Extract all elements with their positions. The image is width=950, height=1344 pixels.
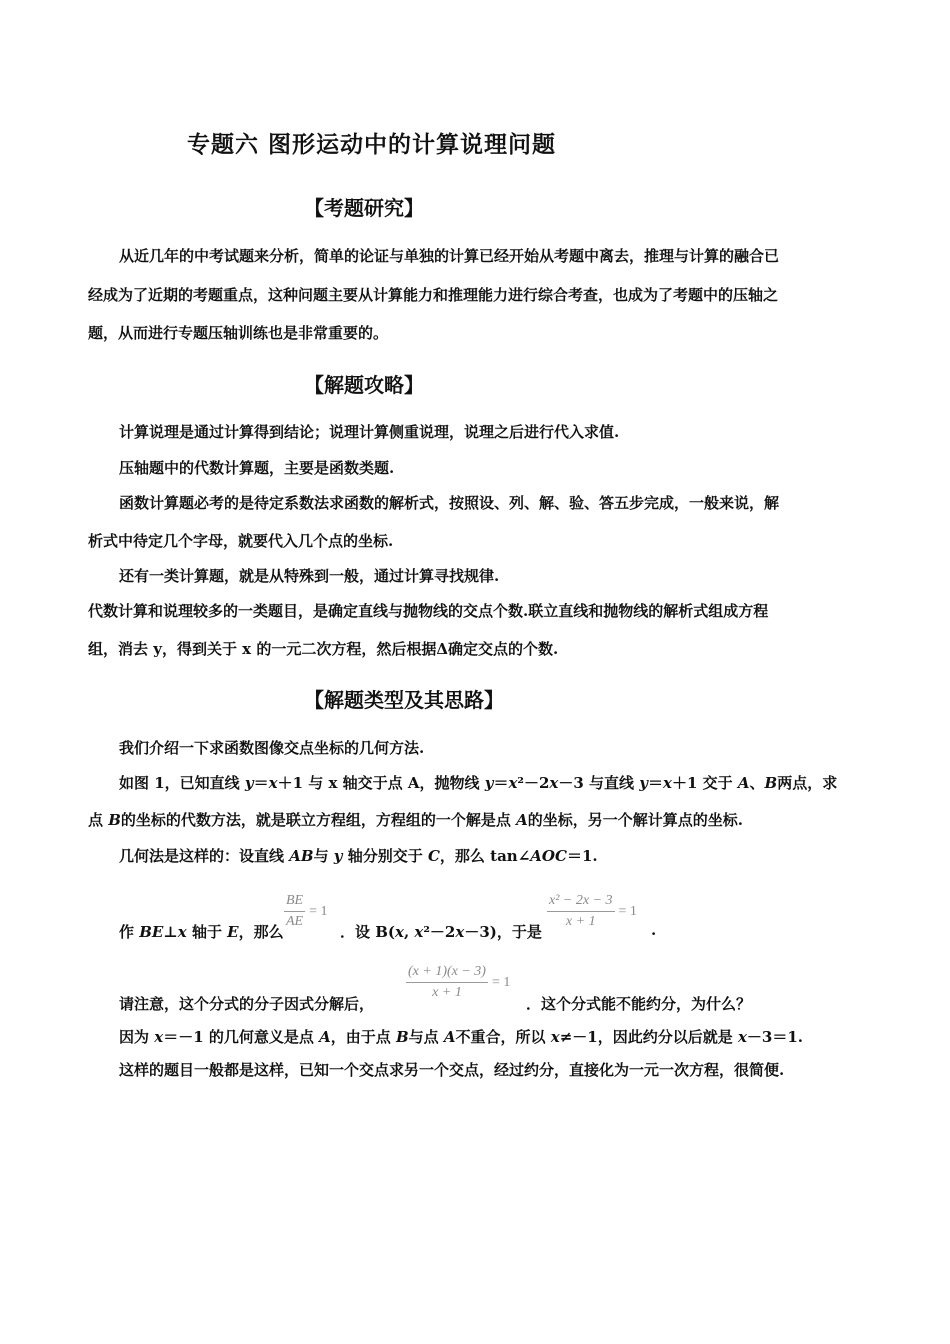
fraction-denominator: x + 1 <box>432 985 462 1000</box>
text-run: ．设 B( <box>340 923 395 941</box>
text-run: , <box>403 923 415 941</box>
fraction-numerator: BE <box>286 893 304 908</box>
text-run: ＝ <box>493 774 509 792</box>
strategy-line-2: 压轴题中的代数计算题，主要是函数类题. <box>119 459 395 477</box>
math-var: B <box>764 774 778 792</box>
research-line-1: 从近几年的中考试题来分析，简单的论证与单独的计算已经开始从考题中离去，推理与计算的融合已 <box>119 247 780 265</box>
text-run: 如图 1，已知直线 <box>119 774 245 792</box>
math-var: x <box>395 923 404 941</box>
types-intro: 我们介绍一下求函数图像交点坐标的几何方法. <box>119 739 425 757</box>
text-run: 与 <box>313 847 334 865</box>
fraction-numerator: (x + 1)(x − 3) <box>408 964 486 979</box>
text-run: 两点，求 <box>777 774 838 792</box>
text-run: －3＝1. <box>746 1028 803 1046</box>
text-run: ⊥ <box>163 923 178 941</box>
types-be-line-end: . <box>651 921 657 939</box>
math-var: x <box>455 923 465 941</box>
math-var: x <box>737 1028 747 1046</box>
types-algebra-line <box>88 809 743 830</box>
text-run: 轴于 <box>186 923 228 941</box>
types-note-line-b: ．这个分式能不能约分，为什么？ <box>526 995 752 1013</box>
fraction-factored <box>406 964 510 1001</box>
math-var: x <box>663 774 672 792</box>
strategy-line-1: 计算说理是通过计算得到结论；说理计算侧重说理，说理之后进行代入求值. <box>119 423 620 441</box>
math-var: y <box>639 774 648 792</box>
text-run: －3)，于是 <box>464 923 542 941</box>
text-run: ²－2 <box>423 923 456 941</box>
math-var: x <box>508 774 518 792</box>
fraction-numerator: x² − 2x − 3 <box>549 893 613 908</box>
strategy-line-7: 组，消去 y，得到关于 x 的一元二次方程，然后根据Δ确定交点的个数. <box>88 640 559 658</box>
text-run: 、 <box>749 774 765 792</box>
math-var: B <box>395 1028 409 1046</box>
types-be-line-a <box>119 921 284 942</box>
text-run: ＋1 交于 <box>671 774 738 792</box>
math-var: A <box>319 1028 331 1046</box>
fraction-quadratic-over-linear <box>547 893 637 930</box>
text-run: ＝1. <box>566 847 598 865</box>
research-line-3: 题，从而进行专题压轴训练也是非常重要的。 <box>88 324 389 342</box>
text-run: －3 与直线 <box>558 774 640 792</box>
math-var: x <box>177 923 187 941</box>
page-title: 专题六 图形运动中的计算说理问题 <box>187 131 557 158</box>
fraction-equals: = 1 <box>309 903 328 919</box>
math-var: x <box>550 1028 560 1046</box>
math-var: BE <box>139 923 164 941</box>
section-heading-strategy: 【解题攻略】 <box>304 373 424 397</box>
text-run: 作 <box>119 923 140 941</box>
types-last-line: 这样的题目一般都是这样，已知一个交点求另一个交点，经过约分，直接化为一元一次方程，很简便. <box>119 1061 785 1079</box>
math-var: y <box>333 847 343 865</box>
math-var: A <box>516 811 528 829</box>
text-run: ＝ <box>647 774 663 792</box>
math-var: C <box>427 847 440 865</box>
text-run: ²－2 <box>517 774 550 792</box>
strategy-line-5: 还有一类计算题，就是从特殊到一般，通过计算寻找规律. <box>119 567 500 585</box>
research-line-2: 经成为了近期的考题重点，这种问题主要从计算能力和推理能力进行综合考查，也成为了考题中的压轴之 <box>88 286 779 304</box>
math-var: A <box>737 774 750 792</box>
types-note-line-a: 请注意，这个分式的分子因式分解后， <box>119 995 375 1013</box>
section-heading-research: 【考题研究】 <box>304 196 424 220</box>
math-var: B <box>108 811 121 829</box>
math-var: y <box>244 774 254 792</box>
section-heading-types: 【解题类型及其思路】 <box>304 688 504 712</box>
math-var: AB <box>289 847 314 865</box>
math-var: x <box>268 774 278 792</box>
fraction-be-over-ae <box>284 893 328 930</box>
text-run: 点 <box>88 811 109 829</box>
strategy-line-6: 代数计算和说理较多的一类题目，是确定直线与抛物线的交点个数.联立直线和抛物线的解析式组成方程 <box>88 602 769 620</box>
text-run: ，那么 tan∠ <box>439 847 531 865</box>
fraction-denominator: AE <box>286 914 304 929</box>
text-run: 的坐标的代数方法，就是联立方程组，方程组的一个解是点 <box>120 811 517 829</box>
strategy-line-3: 函数计算题必考的是待定系数法求函数的解析式，按照设、列、解、验、答五步完成，一般来说，解 <box>119 494 780 512</box>
text-run: 因为 <box>119 1028 155 1046</box>
text-run: ，由于点 <box>330 1028 396 1046</box>
math-var: E <box>227 923 239 941</box>
math-var: A <box>443 1028 456 1046</box>
fraction-equals: = 1 <box>491 974 511 990</box>
fraction-denominator: x + 1 <box>565 914 596 929</box>
text-run: 与点 <box>408 1028 444 1046</box>
math-var: x <box>414 923 424 941</box>
text-run: 几何法是这样的：设直线 <box>119 847 290 865</box>
text-run: ＋1 与 x 轴交于点 A，抛物线 <box>277 774 485 792</box>
text-run: 轴分别交于 <box>342 847 428 865</box>
text-run: ≠－1，因此约分以后就是 <box>559 1028 738 1046</box>
types-be-line-b <box>340 921 542 942</box>
math-var: AOC <box>530 847 567 865</box>
types-because-line <box>119 1026 803 1047</box>
text-run: 的坐标，另一个解计算点的坐标. <box>527 811 744 829</box>
math-var: x <box>549 774 559 792</box>
math-var: x <box>154 1028 164 1046</box>
strategy-line-4: 析式中待定几个字母，就要代入几个点的坐标. <box>88 532 394 550</box>
text-run: ＝－1 的几何意义是点 <box>163 1028 320 1046</box>
types-figure-line <box>119 772 837 793</box>
text-run: 不重合，所以 <box>455 1028 551 1046</box>
text-run: ＝ <box>253 774 269 792</box>
math-var: y <box>484 774 494 792</box>
text-run: ，那么 <box>238 923 284 941</box>
fraction-equals: = 1 <box>618 903 637 919</box>
types-geometry-line <box>119 845 598 866</box>
